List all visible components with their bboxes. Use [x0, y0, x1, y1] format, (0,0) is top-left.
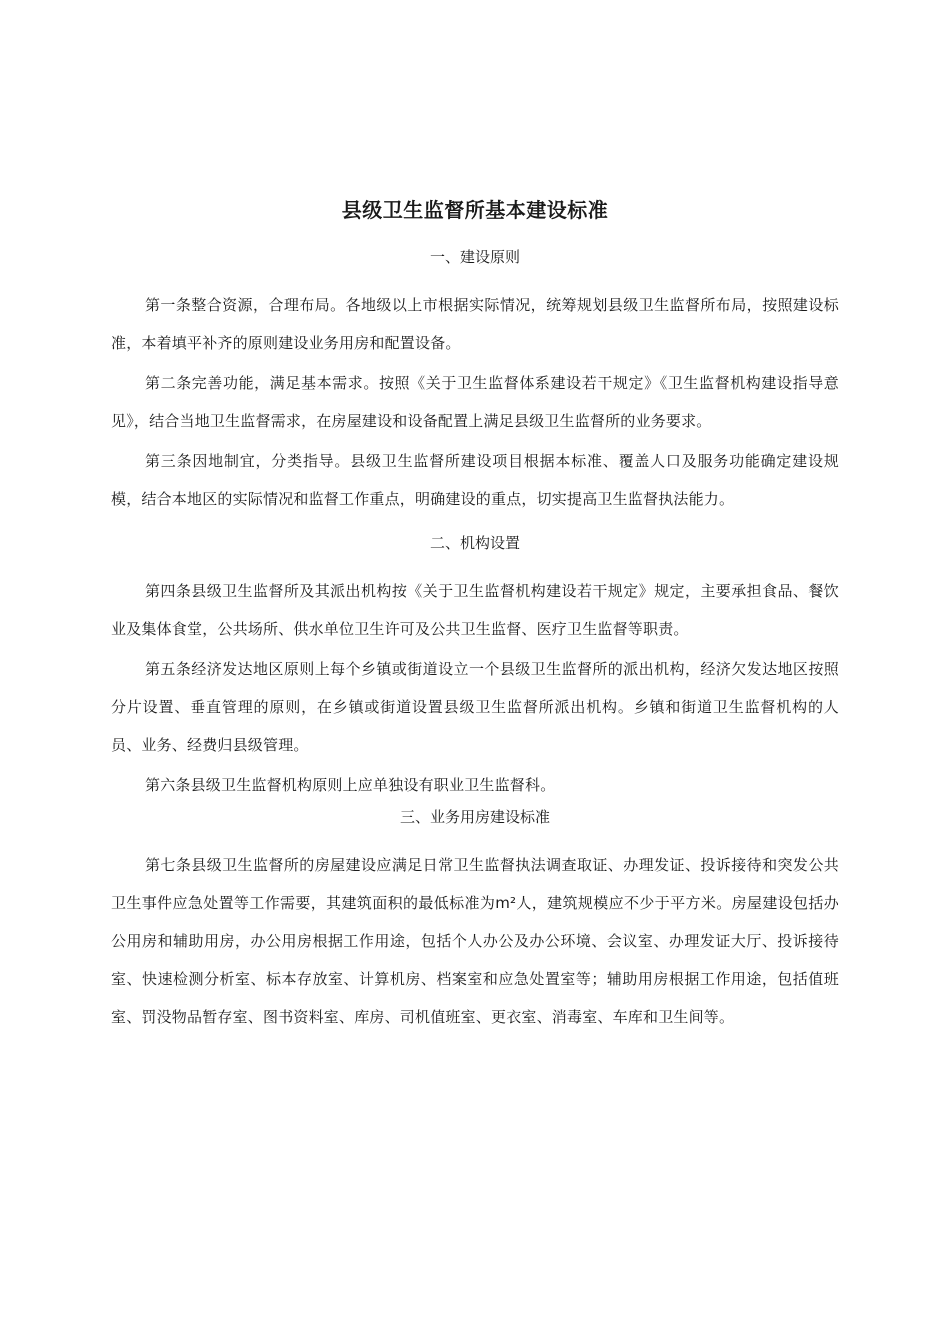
article-paragraph: 第四条县级卫生监督所及其派出机构按《关于卫生监督机构建设若干规定》规定，主要承担食品、餐饮业及集体食堂，公共场所、供水单位卫生许可及公共卫生监督、医疗卫生监督等职责。 — [111, 582, 839, 638]
document-title: 县级卫生监督所基本建设标准 — [341, 198, 609, 222]
article-paragraph: 第六条县级卫生监督机构原则上应单独设有职业卫生监督科。 — [145, 776, 556, 794]
section-heading: 二、机构设置 — [429, 534, 520, 552]
section-construction-principles — [111, 246, 839, 518]
section-heading: 三、业务用房建设标准 — [399, 808, 550, 826]
article-paragraph: 第三条因地制宜，分类指导。县级卫生监督所建设项目根据本标准、覆盖人口及服务功能确定建设规模，结合本地区的实际情况和监督工作重点，明确建设的重点，切实提高卫生监督执法能力。 — [111, 452, 839, 508]
article-paragraph: 第五条经济发达地区原则上每个乡镇或街道设立一个县级卫生监督所的派出机构，经济欠发达地区按照分片设置、垂直管理的原则，在乡镇或街道设置县级卫生监督所派出机构。乡镇和街道卫生监督机构的人员、业务、经费归县级管理。 — [111, 660, 839, 754]
section-institution-setup — [111, 532, 839, 804]
section-heading: 一、建设原则 — [429, 248, 520, 266]
article-paragraph: 第二条完善功能，满足基本需求。按照《关于卫生监督体系建设若干规定》《卫生监督机构建设指导意见》，结合当地卫生监督需求，在房屋建设和设备配置上满足县级卫生监督所的业务要求。 — [111, 374, 839, 430]
document-body — [111, 196, 839, 1038]
section-building-standards — [111, 806, 839, 1036]
article-paragraph: 第一条整合资源，合理布局。各地级以上市根据实际情况，统筹规划县级卫生监督所布局，按照建设标准，本着填平补齐的原则建设业务用房和配置设备。 — [111, 296, 839, 352]
article-paragraph: 第七条县级卫生监督所的房屋建设应满足日常卫生监督执法调查取证、办理发证、投诉接待和突发公共卫生事件应急处置等工作需要，其建筑面积的最低标准为m²人，建筑规模应不少于平方米。房屋建设包括办公用房和辅助用房，办公用房根据工作用途，包括个人办公及办公环境、会议室、办理发证大厅、投诉接待室、快速检测分析室、标本存放室、计算机房、档案室和应急处置室等；辅助用房根据工作用途，包括值班室、罚没物品暂存室、图书资料室、库房、司机值班室、更衣室、消毒室、车库和卫生间等。 — [111, 856, 839, 1026]
